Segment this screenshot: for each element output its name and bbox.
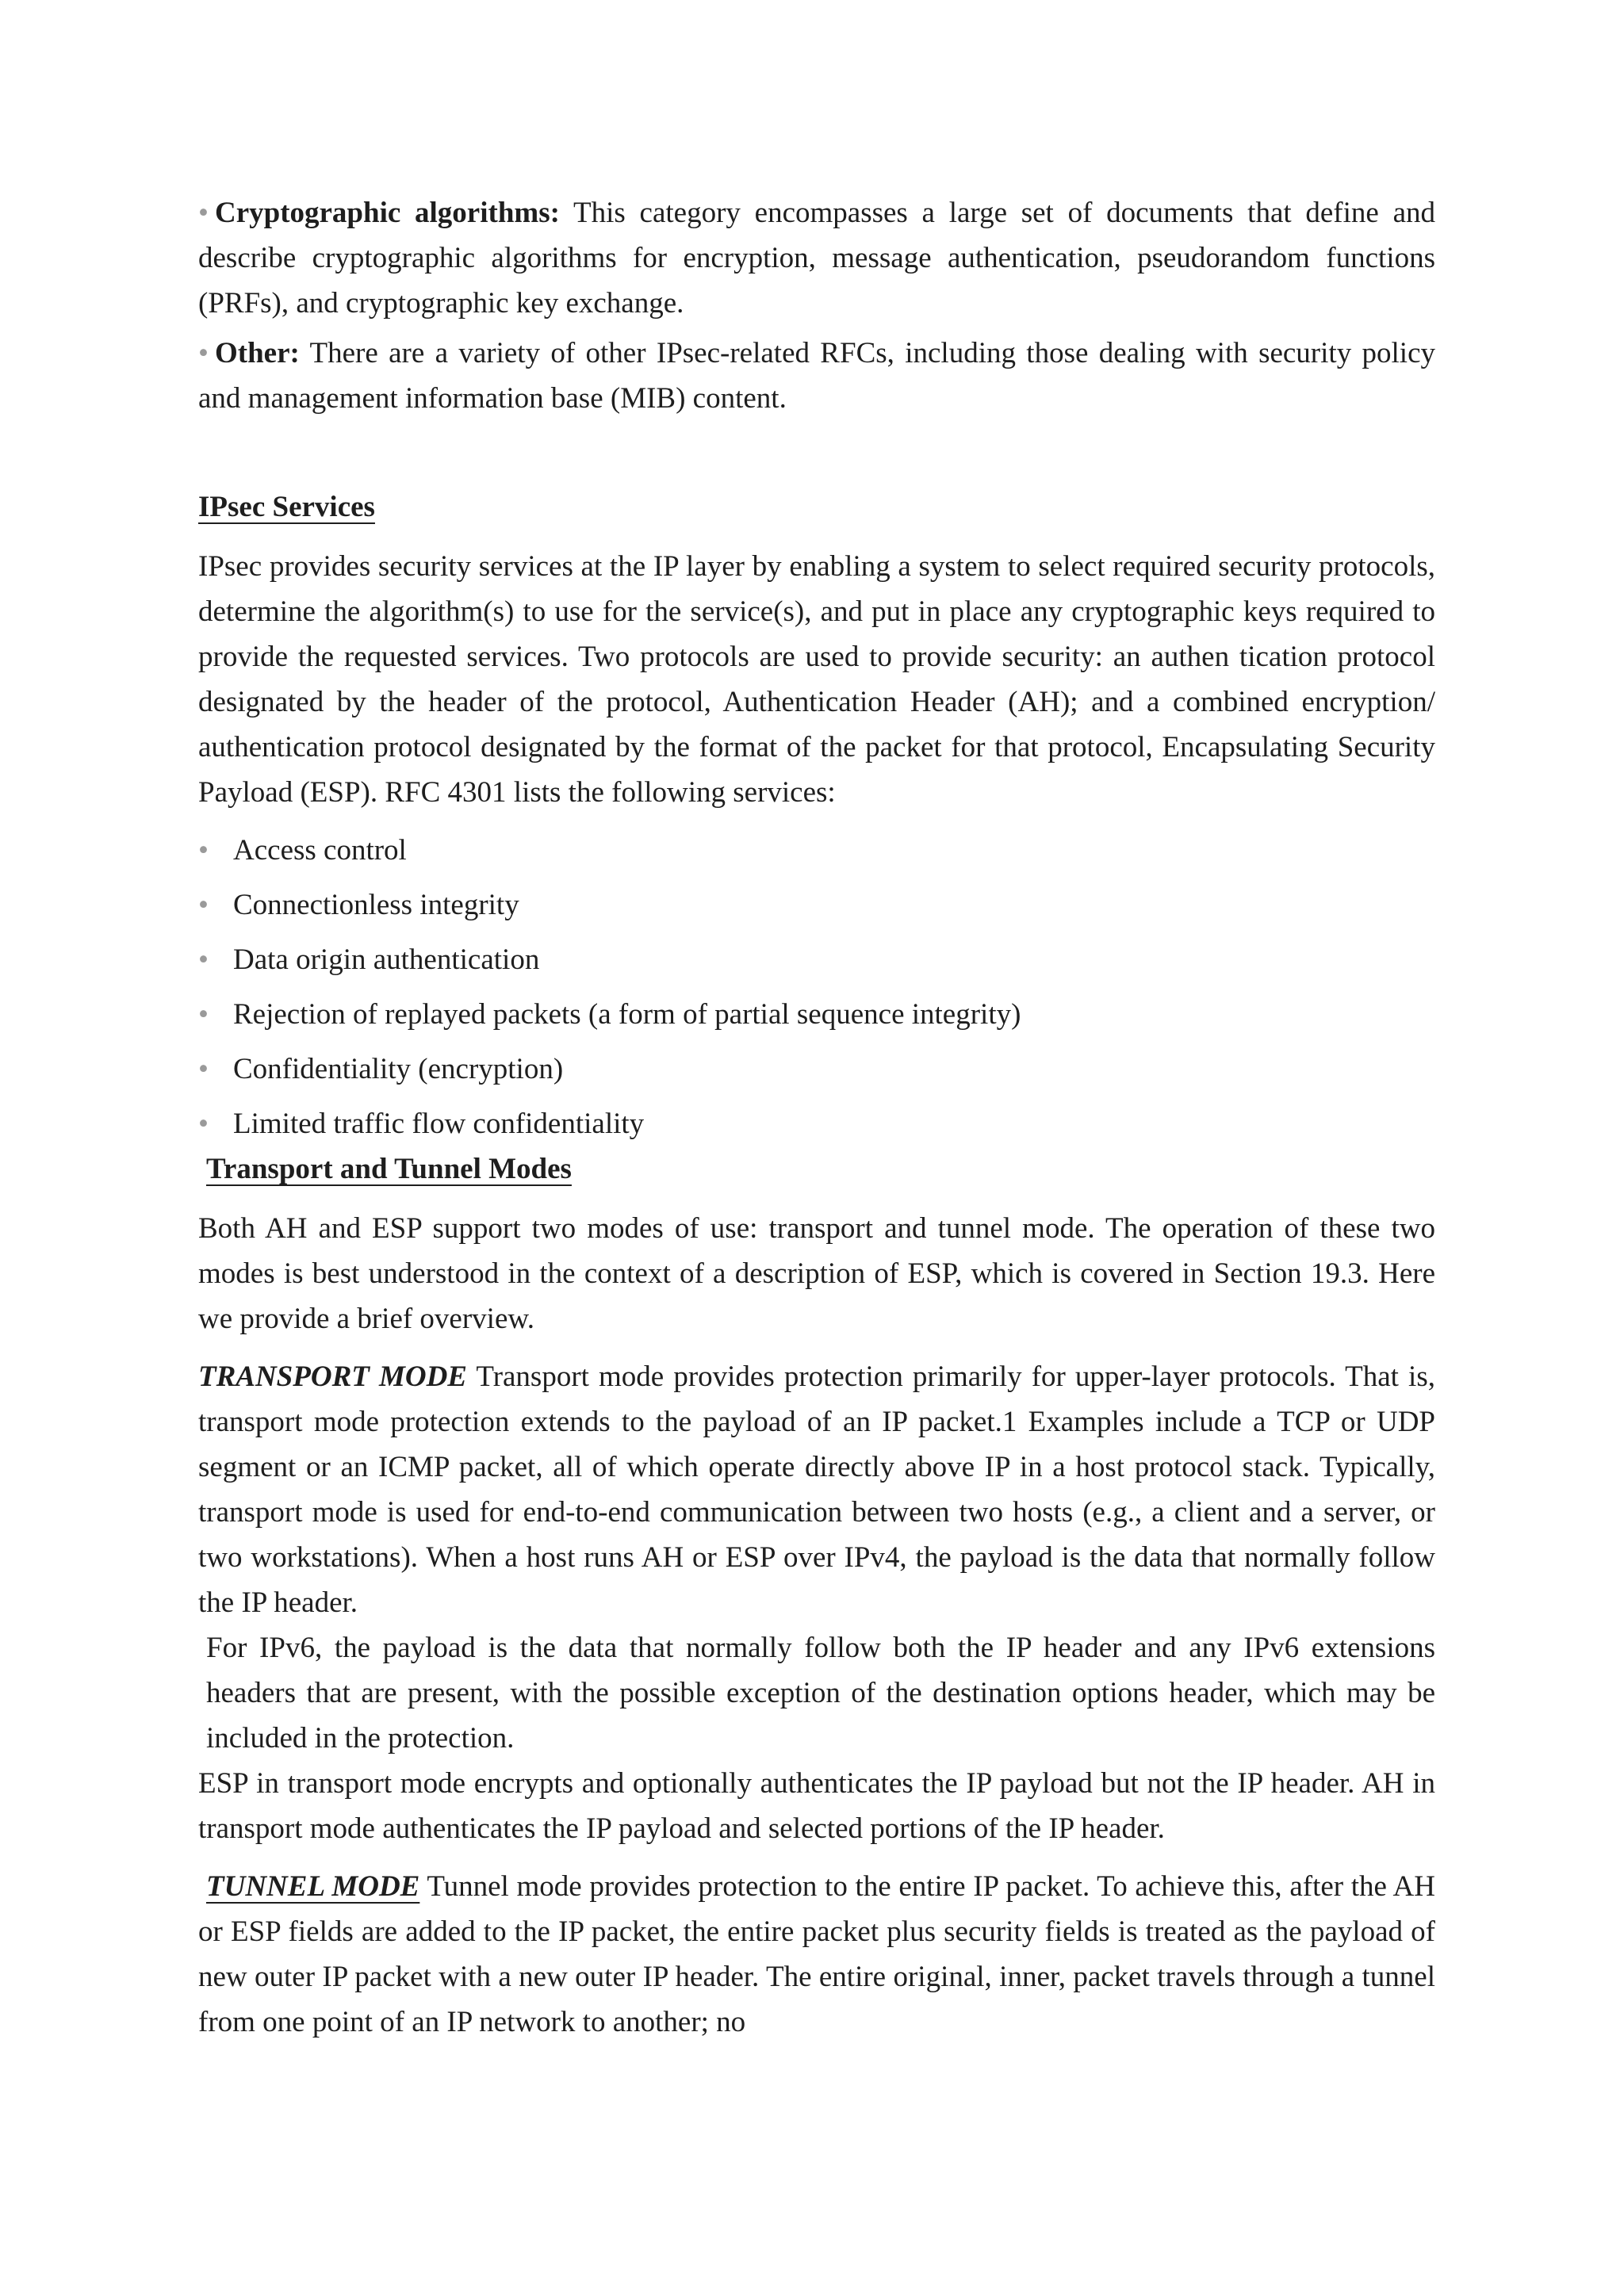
tunnel-mode-label: TUNNEL MODE bbox=[206, 1870, 420, 1903]
list-item bbox=[198, 1047, 1435, 1092]
bullet-text: This category encompasses a large set of documents that define and describe cryptographic algorithms for encryption, message authentication, pseudorandom functions (PRFs), and cryptographic key exchange. bbox=[198, 197, 1435, 320]
bullet-term: Other: bbox=[214, 337, 300, 369]
bullet-dot-icon: • bbox=[198, 998, 209, 1031]
bullet-cryptographic-algorithms bbox=[198, 190, 1435, 326]
bullet-dot-icon: • bbox=[198, 834, 209, 867]
transport-mode-text: Transport mode provides protection primarily for upper-layer protocols. That is, transport mode protection extends to the payload of an IP packet.1 Examples include a TCP or UDP segment or an ICMP packet, all of which operate directly above IP in a host protocol stack. Typically, transport mode is used for end-to-end communication between two hosts (e.g., a client and a server, or two workstations). When a host runs AH or ESP over IPv4, the payload is the data that normally follow the IP header. bbox=[198, 1360, 1435, 1619]
bullet-dot-icon: • bbox=[198, 889, 209, 921]
bullet-dot-icon: • bbox=[198, 1053, 209, 1085]
service-text: Access control bbox=[233, 834, 407, 867]
bullet-dot-icon: • bbox=[198, 1108, 209, 1140]
heading-transport-tunnel-modes: Transport and Tunnel Modes bbox=[206, 1153, 572, 1185]
tunnel-mode-paragraph bbox=[198, 1864, 1435, 2045]
transport-ipv6-paragraph: For IPv6, the payload is the data that normally follow both the IP header and any IPv6 extensions headers that are present, with the possible exception of the destination options header, which may be included in the protection. bbox=[206, 1632, 1435, 1755]
list-item bbox=[198, 992, 1435, 1037]
modes-intro-paragraph: Both AH and ESP support two modes of use: transport and tunnel mode. The operation of these two modes is best understood in the context of a description of ESP, which is covered in Section 19.3. Here we provide a brief overview. bbox=[198, 1212, 1435, 1335]
list-item bbox=[198, 937, 1435, 982]
transport-mode-label: TRANSPORT MODE bbox=[198, 1360, 467, 1393]
list-item bbox=[198, 1101, 1435, 1146]
bullet-dot-icon: • bbox=[198, 197, 209, 229]
list-item bbox=[198, 828, 1435, 873]
document-page bbox=[198, 190, 1435, 2045]
list-item bbox=[198, 882, 1435, 928]
bullet-term: Cryptographic algorithms: bbox=[214, 197, 560, 229]
bullet-other bbox=[198, 331, 1435, 421]
service-text: Confidentiality (encryption) bbox=[233, 1053, 564, 1085]
heading-ipsec-services: IPsec Services bbox=[198, 491, 375, 523]
bullet-dot-icon: • bbox=[198, 943, 209, 976]
transport-mode-paragraph bbox=[198, 1354, 1435, 1625]
service-text: Limited traffic flow confidentiality bbox=[233, 1108, 645, 1140]
service-text: Rejection of replayed packets (a form of partial sequence integrity) bbox=[233, 998, 1021, 1031]
transport-esp-ah-paragraph: ESP in transport mode encrypts and optionally authenticates the IP payload but not the IP header. AH in transport mode authenticates the IP payload and selected portions of the IP header. bbox=[198, 1767, 1435, 1845]
bullet-text: There are a variety of other IPsec-related RFCs, including those dealing with security policy and management information base (MIB) content. bbox=[198, 337, 1435, 415]
service-text: Data origin authentication bbox=[233, 943, 540, 976]
ipsec-services-paragraph: IPsec provides security services at the IP layer by enabling a system to select required security protocols, determine the algorithm(s) to use for the service(s), and put in place any cryptographic keys required to provide the requested services. Two protocols are used to provide security: an authen tication protocol designated by the header of the protocol, Authentication Header (AH); and a combined encryption/ authentication protocol designated by the format of the packet for that protocol, Encapsulating Security Payload (ESP). RFC 4301 lists the following services: bbox=[198, 550, 1435, 809]
bullet-dot-icon: • bbox=[198, 337, 209, 369]
tunnel-mode-text: Tunnel mode provides protection to the entire IP packet. To achieve this, after the AH or ESP fields are added to the IP packet, the entire packet plus security fields is treated as the payload of new outer IP packet with a new outer IP header. The entire original, inner, packet travels through a tunnel from one point of an IP network to another; no bbox=[198, 1870, 1435, 2038]
services-list bbox=[198, 828, 1435, 1146]
service-text: Connectionless integrity bbox=[233, 889, 519, 921]
